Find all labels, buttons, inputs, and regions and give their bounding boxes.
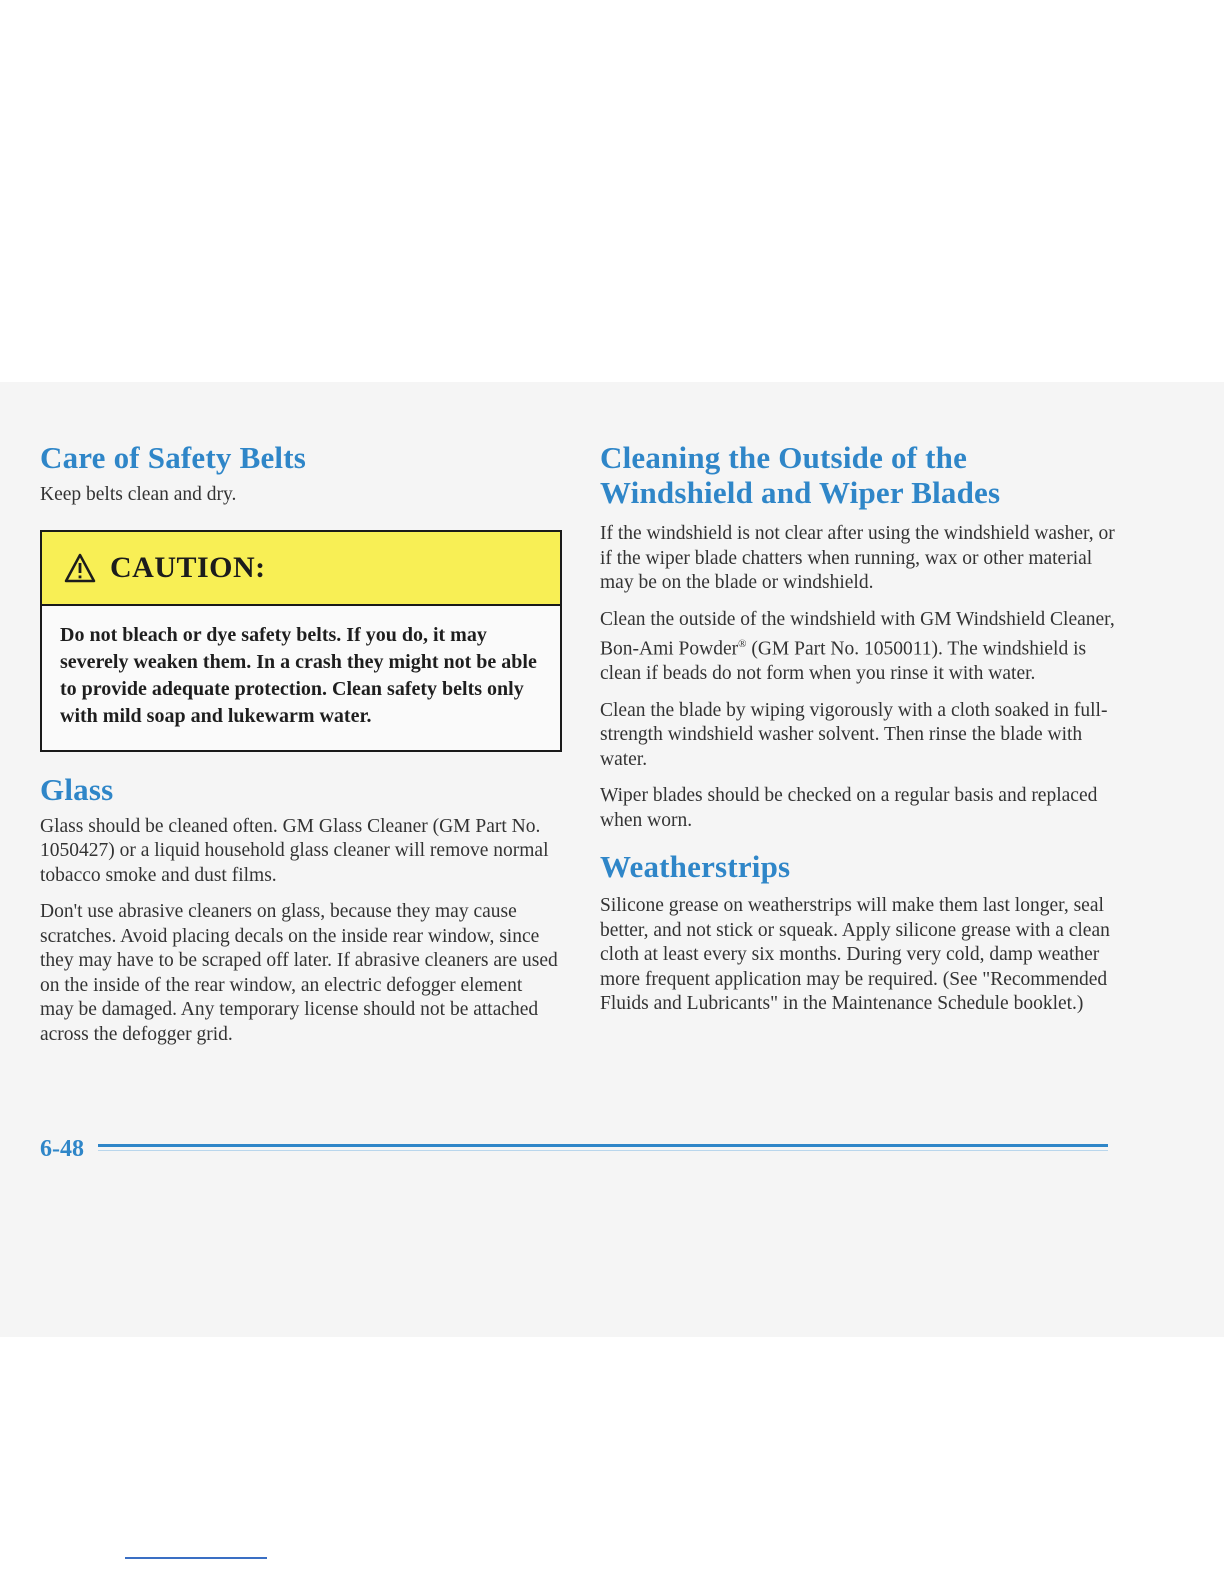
windshield-wiper-heading: Cleaning the Outside of the Windshield and Wiper Blades	[600, 440, 1001, 510]
windshield-paragraph-4: Wiper blades should be checked on a regular basis and replaced when worn.	[600, 785, 1098, 831]
warning-triangle-icon	[64, 553, 96, 583]
windshield-paragraph-2	[600, 608, 1120, 687]
left-column	[40, 440, 560, 1047]
windshield-paragraph-2-start: Clean the outside of the windshield with GM Windshield Cleaner, Bon-Ami Powder	[600, 608, 1115, 660]
caution-body-text: Do not bleach or dye safety belts. If you do, it may severely weaken them. In a crash they might not be able to provide adequate protection. Clean safety belts only with mild soap and lukewarm water.	[60, 623, 537, 727]
windshield-paragraph-2-end: (GM Part No. 1050011). The windshield is clean if beads do not form when you rinse it with water.	[600, 638, 1087, 684]
windshield-paragraph-3: Clean the blade by wiping vigorously with a cloth soaked in full-strength windshield washer solvent. Then rinse the blade with water.	[600, 699, 1108, 770]
page-number: 6-48	[40, 1136, 84, 1162]
care-of-safety-belts-heading: Care of Safety Belts	[40, 440, 307, 475]
caution-title: CAUTION:	[110, 550, 266, 584]
glass-paragraph-2: Don't use abrasive cleaners on glass, because they may cause scratches. Avoid placing decals on the inside rear window, since they may have to be scraped off later. If abrasive cleaners are used on the inside of the rear window, an electric defogger element may be damaged. Any temporary license should not be attached across the defogger grid.	[40, 901, 558, 1045]
footer-rule-thin	[98, 1150, 1108, 1151]
footer-rule	[98, 1144, 1108, 1147]
caution-box	[40, 530, 562, 752]
glass-paragraph-1: Glass should be cleaned often. GM Glass Cleaner (GM Part No. 1050427) or a liquid household glass cleaner will remove normal tobacco smoke and dust films.	[40, 815, 549, 886]
caution-header	[42, 532, 560, 606]
weatherstrips-heading: Weatherstrips	[600, 849, 791, 884]
bottom-link-underline	[125, 1557, 267, 1559]
weatherstrips-paragraph: Silicone grease on weatherstrips will make them last longer, seal better, and not stick or squeak. Apply silicone grease with a clean cloth at least every six months. During very cold, damp weather more frequent application may be required. (See "Recommended Fluids and Lubricants" in the Maintenance Schedule booklet.)	[600, 895, 1110, 1014]
registered-mark: ®	[738, 638, 747, 650]
windshield-paragraph-1: If the windshield is not clear after using the windshield washer, or if the wiper blade chatters when running, wax or other material may be on the blade or windshield.	[600, 523, 1115, 593]
glass-heading: Glass	[40, 771, 114, 807]
page-footer	[40, 1136, 1110, 1166]
right-column	[600, 440, 1120, 1017]
care-intro-text: Keep belts clean and dry.	[40, 484, 237, 505]
